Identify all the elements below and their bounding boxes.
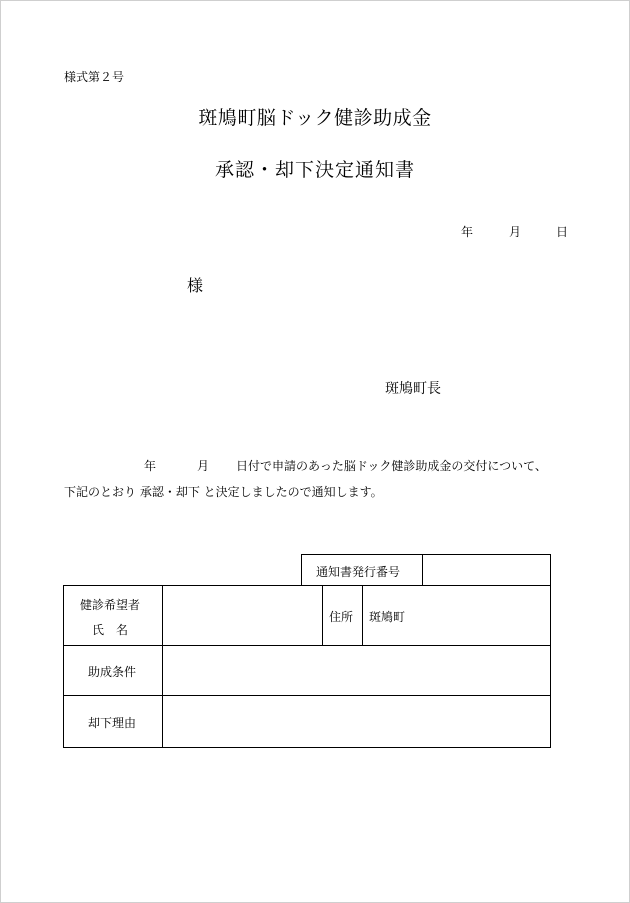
applicant-label-line2: 氏 名 (92, 623, 129, 637)
date-year-label: 年 (461, 225, 474, 239)
conditions-label: 助成条件 (88, 665, 137, 679)
notice-number-label: 通知書発行番号 (316, 565, 401, 579)
recipient-honorific: 様 (187, 276, 204, 295)
document-title-line2: 承認・却下決定通知書 (214, 159, 415, 181)
applicant-label-line1: 健診希望者 (80, 598, 141, 612)
address-label: 住所 (329, 610, 354, 624)
date-month-label: 月 (509, 225, 522, 239)
document-title-line1: 斑鳩町脳ドック健診助成金 (198, 107, 432, 129)
issuer-name: 斑鳩町長 (385, 381, 441, 397)
body-text-line1: 日付で申請のあった脳ドック健診助成金の交付について、 (236, 459, 547, 473)
date-day-label: 日 (556, 225, 569, 239)
body-year-label: 年 (144, 459, 157, 473)
body-month-label: 月 (197, 459, 210, 473)
form-number: 様式第２号 (64, 70, 125, 84)
address-field[interactable]: 斑鳩町 (369, 610, 406, 624)
body-text-line2: 下記のとおり 承認・却下 と決定しましたので通知します。 (64, 485, 383, 499)
rejection-reason-label: 却下理由 (88, 716, 137, 730)
